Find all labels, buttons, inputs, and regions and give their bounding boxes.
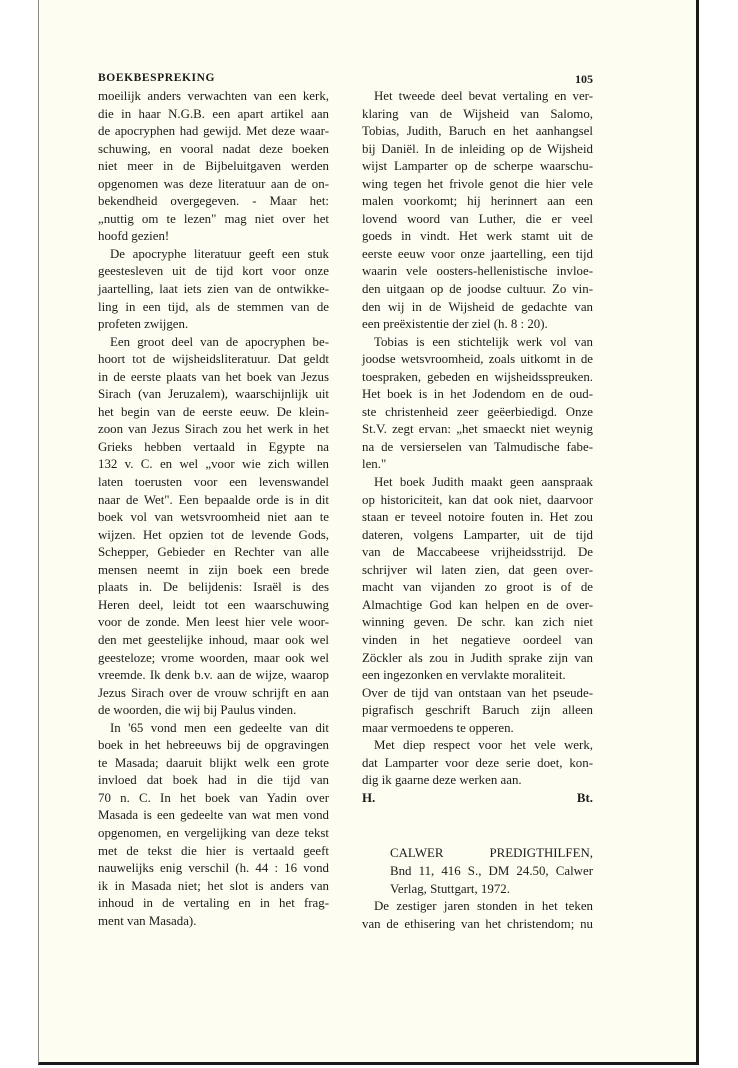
text-line: Met diep respect voor het vele werk,: [374, 738, 593, 753]
text-line: Over de tijd van ontstaan van het pseude-: [362, 685, 593, 700]
text-line: winning geven. De schr. kan zich niet: [362, 615, 593, 630]
paragraph: [362, 334, 593, 474]
text-line: den wij in de Wijsheid de gedachte van: [362, 299, 593, 314]
text-line: lovend woord van Luther, die er veel: [362, 211, 593, 226]
text-line: malen voorkomt; hij herinnert aan een: [362, 194, 593, 209]
text-line: den met geestelijke inhoud, maar ook wel: [98, 632, 329, 647]
text-line: opgenomen, en vergelijking van deze tekst: [98, 825, 329, 840]
text-line: de apocryphen had gewijd. Met deze waar-: [98, 124, 329, 139]
text-line: invloed dat boek had in die tijd van: [98, 773, 329, 788]
text-line: wing tegen het frivole genot die hier vele: [362, 176, 593, 191]
text-line: die in haar N.G.B. een apart artikel aan: [98, 106, 329, 121]
text-line: dat Lamparter voor deze serie doet, kon-: [362, 755, 593, 770]
text-line: Tobias, Judith, Baruch en het aanhangsel: [362, 124, 593, 139]
text-line: wijst Lamparter op de scherpe waarschu-: [362, 159, 593, 174]
text-line: joodse wetsvroomheid, zoals uitkomt in de: [362, 352, 593, 367]
text-line: laten toerusten voor een levenswandel: [98, 475, 329, 490]
text-line: vreemde. Ik denk b.v. aan de wijze, waarop: [98, 668, 329, 683]
text-line: schrijver wil laten zien, dat geen over-: [362, 562, 593, 577]
text-line: boek vol van wetsvroomheid niet aan te: [98, 510, 329, 525]
text-line: Sirach (van Jeruzalem), waarschijnlijk uit: [98, 387, 329, 402]
citation-line: Bnd 11, 416 S., DM 24.50, Calwer: [390, 863, 593, 878]
text-line: profeten zwijgen.: [98, 317, 189, 332]
text-line: geesteloze; vrome woorden, maar ook wel: [98, 650, 329, 665]
text-line: hoofd gezien!: [98, 229, 170, 244]
text-line: len.": [362, 457, 387, 472]
text-line: Masada is een gedeelte van wat men vond: [98, 808, 329, 823]
text-line: een ingezonken en vervlakte moraliteit.: [362, 668, 566, 683]
text-line: 132 v. C. en wel „voor wie zich willen: [98, 457, 329, 472]
text-line: den uitgaan op de joodse cultuur. Zo vin-: [362, 282, 593, 297]
text-line: De apocryphe literatuur geeft een stuk: [110, 246, 329, 261]
text-line: zoon van Jezus Sirach zou het werk in het: [98, 422, 329, 437]
text-line: waarin vele oosters-hellenistische invloe-: [362, 264, 593, 279]
text-line: met de tekst die hier is vertaald geeft: [98, 843, 329, 858]
text-line: In '65 vond men een gedeelte van dit: [110, 720, 329, 735]
text-line: dig ik gaarne deze werken aan.: [362, 773, 522, 788]
paragraph: [98, 720, 329, 931]
paragraph: [98, 88, 329, 246]
text-line: geestesleven uit de tijd kort voor onze: [98, 264, 329, 279]
text-line: inhoud in de vertaling en in het frag-: [98, 896, 329, 911]
text-line: pigrafisch geschrift Baruch zijn alleen: [362, 703, 593, 718]
text-line: vinden in het negatieve oordeel van: [362, 632, 593, 647]
text-line: „nuttig om te lezen" mag niet over het: [98, 211, 329, 226]
text-line: Het tweede deel bevat vertaling en ver-: [374, 89, 593, 103]
page-number: 105: [575, 72, 593, 86]
text-line: in de eerste plaats van het boek van Jezus: [98, 369, 329, 384]
paragraph: [362, 474, 593, 685]
citation-title: CALWER PREDIGTHILFEN,: [390, 846, 593, 861]
text-line: klaring van de Wijsheid van Salomo,: [362, 106, 593, 121]
text-line: ling in een tijd, als de stemmen van de: [98, 299, 329, 314]
text-line: Het boek Judith maakt geen aanspraak: [374, 475, 593, 490]
text-line: de woorden, die wij bij Paulus vinden.: [98, 703, 297, 718]
text-line: maar vermoedens te opperen.: [362, 720, 514, 735]
text-line: voor de zonde. Men leest hier vele woor-: [98, 615, 329, 630]
text-line: St.V. zegt ervan: „het smaeckt niet weynig: [362, 422, 593, 437]
paragraph: [362, 88, 593, 334]
text-line: dateren, volgens Lamparter, uit de tijd: [362, 527, 593, 542]
text-line: toespraken, gebeden en wijsheidsspreuken.: [362, 369, 593, 384]
text-line: eerste eeuw voor onze jaartelling, een tijd: [362, 246, 593, 261]
text-line: schuwing, en vooral nadat deze boeken: [98, 141, 329, 156]
text-line: te Masada; daaruit blijkt welk een grote: [98, 755, 329, 770]
text-line: van de Maccabeese vrijheidsstrijd. De: [362, 545, 593, 560]
text-line: hoort tot de wijsheidsliteratuur. Dat geldt: [98, 352, 329, 367]
text-line: De zestiger jaren stonden in het teken: [374, 899, 593, 914]
text-line: 70 n. C. In het boek van Yadin over: [98, 790, 329, 805]
review-body: [362, 88, 593, 790]
text-line: opgenomen was deze literatuur aan de on-: [98, 176, 329, 191]
text-line: moeilijk anders verwachten van een kerk,: [98, 89, 329, 103]
text-line: naar de Wet". Een bepaalde orde is in dit: [98, 492, 329, 507]
text-line: Zöckler als zou in Judith sprake zijn van: [362, 650, 593, 665]
text-line: Heren deel, leidt tot een waarschuwing: [98, 597, 329, 612]
text-line: het begin van de eerste eeuw. De klein-: [98, 404, 329, 419]
paragraph: [98, 334, 329, 720]
text-line: goeds in vindt. Het werk stamt uit de: [362, 229, 593, 244]
document-page: [38, 0, 699, 1065]
text-line: jaartelling, laat iets zien van de ontwikke-: [98, 282, 329, 297]
text-line: mensen neemt in zijn boek een brede: [98, 562, 329, 577]
text-line: op historiciteit, kan dat ook niet, daarvoor: [362, 492, 593, 507]
text-line: niet meer in de Bijbeluitgaven werden: [98, 159, 329, 174]
citation-line: Verlag, Stuttgart, 1972.: [390, 881, 510, 896]
left-column: [98, 88, 329, 930]
text-line: plaats in. De belijdenis: Israël is des: [98, 580, 329, 595]
text-line: ste christenheid zeer geëerbiedigd. Onze: [362, 404, 593, 419]
signature-initial: H.: [362, 790, 376, 805]
paragraph: [362, 685, 593, 738]
text-line: een preëxistentie der ziel (h. 8 : 20).: [362, 317, 548, 332]
right-column: [362, 88, 593, 933]
section-gap: [362, 807, 593, 845]
running-header: BOEKBESPREKING: [98, 72, 216, 84]
text-line: bekendheid overgegeven. - Maar het:: [98, 194, 329, 209]
text-line: Grieks hebben vertaald in Egypte na: [98, 439, 329, 454]
text-line: boek in het hebreeuws bij de opgravingen: [98, 738, 329, 753]
paragraph: [98, 246, 329, 334]
text-line: Almachtige God kan helpen en de over-: [362, 597, 593, 612]
text-line: na de versierselen van Talmudische fabe-: [362, 439, 593, 454]
text-line: macht van vijanden zo groot is of de: [362, 580, 593, 595]
text-line: ik in Masada niet; het slot is anders van: [98, 878, 329, 893]
text-line: Schepper, Gebieder en Rechter van alle: [98, 545, 329, 560]
text-line: Tobias is een stichtelijk werk vol van: [374, 334, 593, 349]
signature-author: Bt.: [576, 790, 593, 805]
text-line: van de ethisering van het christendom; nu: [362, 916, 593, 931]
review-signature: [362, 790, 593, 808]
text-line: staan er teveel notoire fouten in. Het zou: [362, 510, 593, 525]
text-line: Het boek is in het Jodendom en de oud-: [362, 387, 593, 402]
text-line: ment van Masada).: [98, 913, 197, 928]
text-line: Een groot deel van de apocryphen be-: [110, 334, 329, 349]
text-line: nauwelijks enig verschil (h. 44 : 16 vond: [98, 861, 329, 876]
text-line: wijzen. Het opzien tot de levende Gods,: [98, 527, 329, 542]
book-citation: [362, 845, 593, 898]
text-line: bij Daniël. In de inleiding op de Wijsheid: [362, 141, 593, 156]
next-review-body: [362, 898, 593, 933]
paragraph: [362, 737, 593, 790]
text-line: Jezus Sirach over de vrouw schrijft en aan: [98, 685, 329, 700]
